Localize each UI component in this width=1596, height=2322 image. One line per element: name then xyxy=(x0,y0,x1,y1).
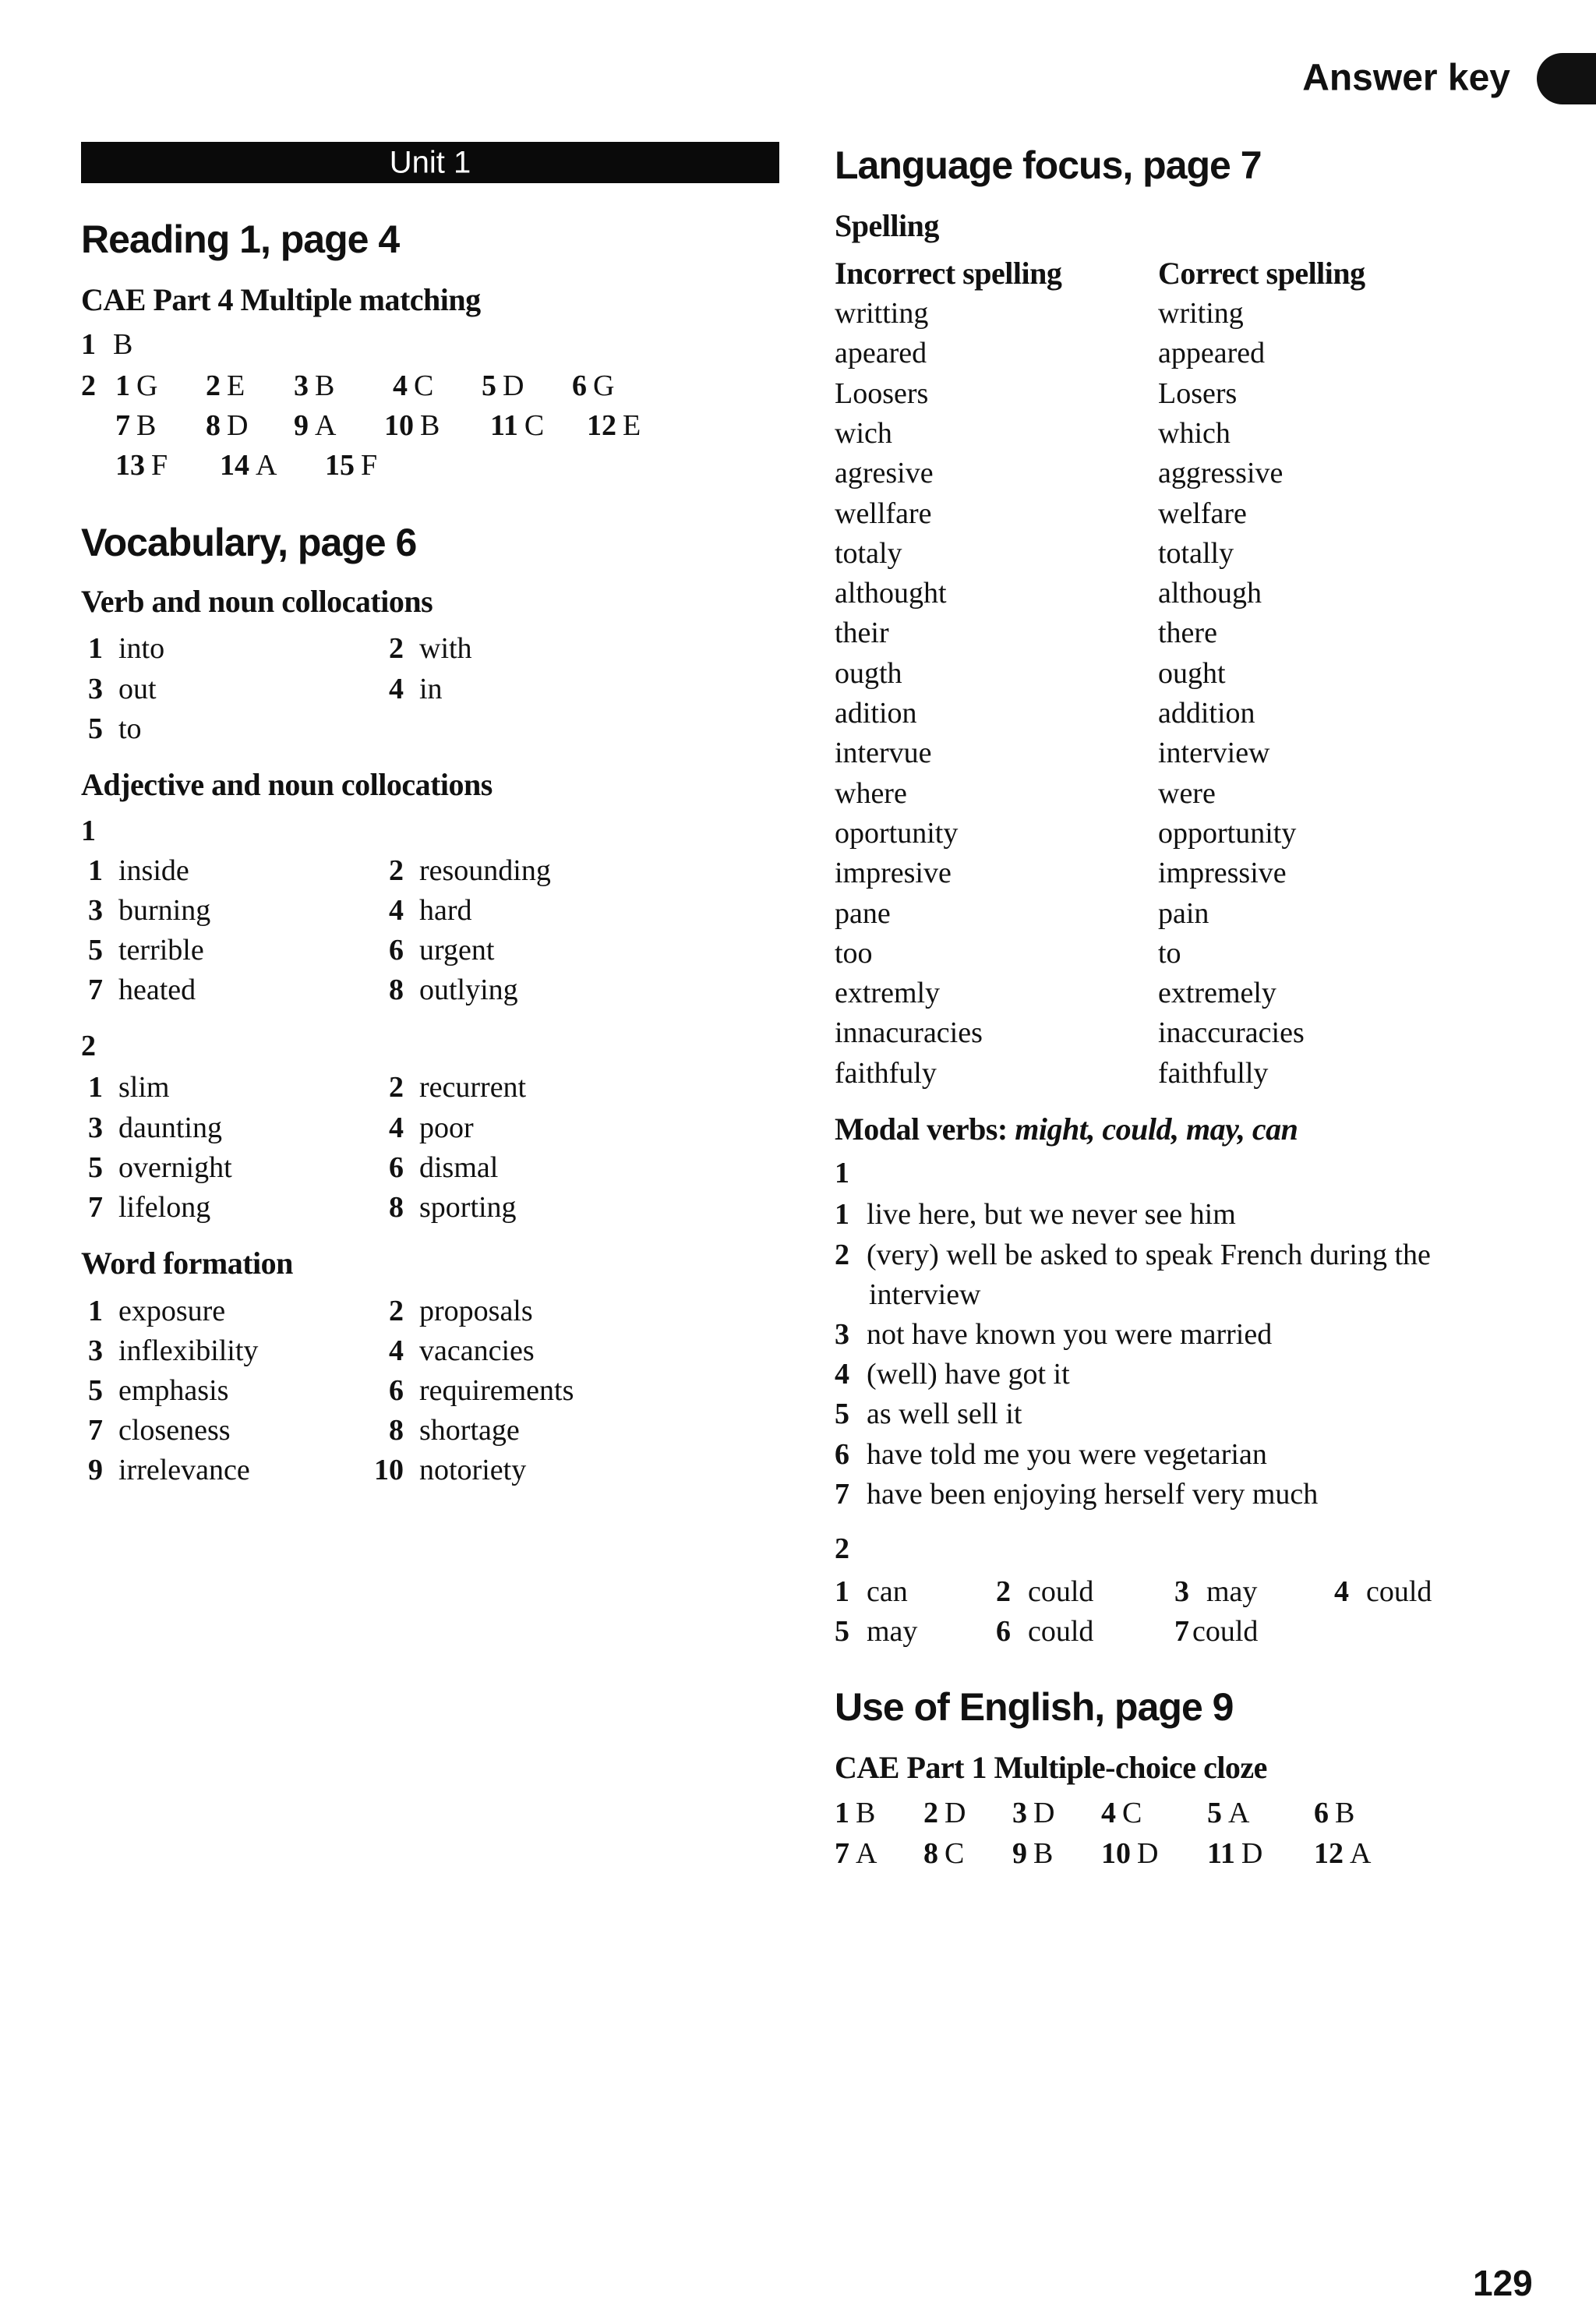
answer-item xyxy=(366,674,443,704)
item-answer: requirements xyxy=(419,1374,574,1407)
section-heading-vocabulary: Vocabulary, page 6 xyxy=(81,521,417,564)
answer-item xyxy=(482,371,524,401)
incorrect-spelling: ougth xyxy=(835,656,902,690)
item-number: 15 xyxy=(325,449,355,482)
item-number: 5 xyxy=(1207,1797,1222,1829)
incorrect-spelling: where xyxy=(835,776,907,810)
item-answer: C xyxy=(945,1837,965,1870)
item-answer: exposure xyxy=(118,1295,226,1327)
item-number: 5 xyxy=(88,712,103,745)
item-number: 2 xyxy=(923,1797,938,1829)
item-answer: B xyxy=(420,409,440,442)
item-number: 5 xyxy=(88,1374,103,1407)
item-answer: A xyxy=(1350,1837,1372,1870)
answer-item xyxy=(835,1479,1318,1509)
answer-item xyxy=(366,1336,535,1366)
item-answer: terrible xyxy=(118,934,204,967)
item-answer: A xyxy=(315,409,337,442)
item-answer: recurrent xyxy=(419,1071,527,1104)
item-answer: G xyxy=(593,369,615,402)
item-number: 13 xyxy=(115,449,145,482)
item-number: 4 xyxy=(389,1334,404,1367)
item-answer: could xyxy=(1192,1615,1259,1648)
item-number: 4 xyxy=(1101,1797,1116,1829)
correct-spelling: extremely xyxy=(1158,977,1276,1010)
incorrect-spelling: althought xyxy=(835,577,947,610)
answer-item xyxy=(835,1359,1070,1389)
item-number: 2 xyxy=(389,632,404,665)
item-number: 6 xyxy=(996,1615,1011,1648)
item-number: 6 xyxy=(389,1151,404,1184)
item-number: 8 xyxy=(389,1414,404,1447)
answer-item xyxy=(65,1455,250,1485)
column-header-correct: Correct spelling xyxy=(1158,256,1365,291)
incorrect-spelling: impresive xyxy=(835,857,952,890)
item-answer: slim xyxy=(118,1071,170,1104)
answer-item xyxy=(572,371,614,401)
item-number: 8 xyxy=(389,974,404,1006)
item-number: 7 xyxy=(88,974,103,1006)
item-number: 8 xyxy=(389,1191,404,1224)
item-answer: emphasis xyxy=(118,1374,229,1407)
answer-item xyxy=(65,1296,225,1326)
correct-spelling: interview xyxy=(1158,737,1270,770)
answer-item xyxy=(1174,1577,1257,1606)
answer-item xyxy=(1101,1839,1158,1868)
item-answer: A xyxy=(256,449,277,482)
answer-item xyxy=(65,1336,258,1366)
item-number: 1 xyxy=(115,369,130,402)
correct-spelling: faithfully xyxy=(1158,1056,1269,1090)
answer-item xyxy=(65,634,164,663)
column-header-incorrect: Incorrect spelling xyxy=(835,256,1062,291)
item-answer: B xyxy=(113,328,133,361)
answer-item xyxy=(294,371,334,401)
correct-spelling: writing xyxy=(1158,297,1244,330)
item-answer: D xyxy=(227,409,249,442)
item-number: 1 xyxy=(88,1071,103,1104)
item-number: 1 xyxy=(88,854,103,887)
item-number: 2 xyxy=(206,369,221,402)
answer-item xyxy=(923,1798,966,1828)
part-label: 1 xyxy=(835,1157,849,1189)
item-answer: A xyxy=(856,1837,877,1870)
item-answer: B xyxy=(1335,1797,1355,1829)
item-answer: D xyxy=(1033,1797,1055,1829)
item-answer: A xyxy=(1228,1797,1250,1829)
item-answer: D xyxy=(1241,1837,1263,1870)
answer-item xyxy=(366,935,494,965)
modal-heading-verbs: might, could, may, can xyxy=(1015,1112,1298,1147)
correct-spelling: appeared xyxy=(1158,337,1266,370)
incorrect-spelling: wellfare xyxy=(835,497,932,530)
item-number: 4 xyxy=(389,673,404,705)
incorrect-spelling: oportunity xyxy=(835,816,959,850)
item-number: 2 xyxy=(389,854,404,887)
item-answer: B xyxy=(856,1797,876,1829)
item-number: 11 xyxy=(1207,1837,1235,1870)
answer-item xyxy=(294,411,336,440)
item-answer: notoriety xyxy=(419,1454,527,1486)
item-answer: burning xyxy=(118,894,211,927)
item-number: 3 xyxy=(835,1318,849,1351)
answer-item xyxy=(366,1415,520,1445)
item-number: 10 xyxy=(1101,1837,1131,1870)
incorrect-spelling: adition xyxy=(835,697,917,730)
subheading-modal-verbs xyxy=(835,1114,1298,1145)
answer-item xyxy=(65,1113,222,1143)
answer-item xyxy=(835,1320,1272,1349)
item-number: 12 xyxy=(1314,1837,1344,1870)
answer-item xyxy=(366,1153,498,1182)
answer-item xyxy=(923,1839,964,1868)
answer-item xyxy=(996,1577,1093,1606)
item-answer: D xyxy=(945,1797,966,1829)
incorrect-spelling: their xyxy=(835,617,889,650)
correct-spelling: inaccuracies xyxy=(1158,1016,1305,1050)
item-number: 8 xyxy=(206,409,221,442)
correct-spelling: ought xyxy=(1158,656,1226,690)
answer-item xyxy=(65,714,142,744)
item-answer: F xyxy=(151,449,168,482)
answer-item xyxy=(366,975,518,1005)
correct-spelling: addition xyxy=(1158,697,1255,730)
item-number: 3 xyxy=(294,369,309,402)
item-number: 6 xyxy=(389,1374,404,1407)
item-number: 10 xyxy=(374,1454,404,1486)
item-answer: outlying xyxy=(419,974,518,1006)
item-answer: resounding xyxy=(419,854,551,887)
item-answer: can xyxy=(867,1575,908,1608)
item-number: 10 xyxy=(384,409,414,442)
answer-item xyxy=(65,975,196,1005)
item-number: 7 xyxy=(115,409,130,442)
item-number: 4 xyxy=(393,369,408,402)
answer-item xyxy=(835,1839,877,1868)
item-number: 7 xyxy=(88,1191,103,1224)
answer-item xyxy=(115,451,168,480)
item-answer: have been enjoying herself very much xyxy=(867,1478,1319,1511)
item-number: 1 xyxy=(88,632,103,665)
item-number: 3 xyxy=(88,894,103,927)
incorrect-spelling: innacuracies xyxy=(835,1016,983,1050)
incorrect-spelling: wich xyxy=(835,416,892,450)
item-answer: C xyxy=(524,409,545,442)
item-number: 2 xyxy=(389,1295,404,1327)
item-number: 2 xyxy=(389,1071,404,1104)
answer-item xyxy=(996,1617,1093,1646)
answer-continuation: interview xyxy=(869,1278,981,1311)
item-number: 1 xyxy=(835,1797,849,1829)
answer-item xyxy=(206,411,248,440)
incorrect-spelling: too xyxy=(835,936,873,970)
item-answer: B xyxy=(136,409,157,442)
item-answer: daunting xyxy=(118,1112,222,1144)
correct-spelling: although xyxy=(1158,577,1262,610)
item-number: 11 xyxy=(490,409,518,442)
incorrect-spelling: pane xyxy=(835,896,891,930)
answer-item xyxy=(1314,1798,1354,1828)
item-number: 8 xyxy=(923,1837,938,1870)
answer-item xyxy=(65,856,189,885)
item-number: 12 xyxy=(587,409,616,442)
unit-label: Unit 1 xyxy=(389,145,471,179)
item-number: 6 xyxy=(835,1438,849,1471)
answer-item xyxy=(65,1153,232,1182)
item-answer: C xyxy=(414,369,434,402)
item-number: 3 xyxy=(88,1334,103,1367)
part-label: 2 xyxy=(835,1532,849,1565)
item-answer: F xyxy=(361,449,378,482)
correct-spelling: pain xyxy=(1158,896,1209,930)
item-number: 9 xyxy=(1012,1837,1027,1870)
item-answer: vacancies xyxy=(419,1334,535,1367)
answer-item xyxy=(366,896,472,925)
item-number: 7 xyxy=(88,1414,103,1447)
item-number: 5 xyxy=(835,1615,849,1648)
item-answer: B xyxy=(1033,1837,1054,1870)
correct-spelling: totally xyxy=(1158,536,1234,570)
answer-item xyxy=(366,1113,474,1143)
incorrect-spelling: extremly xyxy=(835,977,941,1010)
answer-item xyxy=(366,1455,526,1485)
question-number: 2 xyxy=(81,369,96,402)
incorrect-spelling: totaly xyxy=(835,536,902,570)
correct-spelling: were xyxy=(1158,776,1216,810)
item-number: 7 xyxy=(835,1478,849,1511)
answer-item xyxy=(366,1193,517,1222)
answer-item xyxy=(1012,1798,1054,1828)
item-answer: could xyxy=(1028,1575,1094,1608)
answer-item xyxy=(206,371,245,401)
item-answer: sporting xyxy=(419,1191,517,1224)
item-answer: with xyxy=(419,632,472,665)
item-answer: (well) have got it xyxy=(867,1358,1070,1391)
answer-item xyxy=(65,1193,210,1222)
answer-item xyxy=(65,1376,228,1405)
item-number: 1 xyxy=(88,1295,103,1327)
item-answer: lifelong xyxy=(118,1191,211,1224)
item-answer: dismal xyxy=(419,1151,499,1184)
answer-item xyxy=(65,674,157,704)
item-number: 14 xyxy=(220,449,249,482)
item-answer: G xyxy=(136,369,158,402)
subheading-verb-noun: Verb and noun collocations xyxy=(81,584,433,619)
modal-heading-text: Modal verbs: xyxy=(835,1112,1015,1147)
running-header-title: Answer key xyxy=(1302,57,1510,99)
section-tab-marker xyxy=(1537,53,1596,104)
answer-item xyxy=(835,1240,1431,1270)
item-answer: not have known you were married xyxy=(867,1318,1273,1351)
item-number: 5 xyxy=(482,369,496,402)
answer-item xyxy=(835,1399,1022,1429)
subheading-multiple-choice-cloze: CAE Part 1 Multiple-choice cloze xyxy=(835,1750,1267,1785)
item-answer: in xyxy=(419,673,443,705)
answer-item xyxy=(366,1073,526,1102)
item-answer: D xyxy=(503,369,524,402)
item-answer: could xyxy=(1028,1615,1094,1648)
item-number: 6 xyxy=(389,934,404,967)
item-answer: hard xyxy=(419,894,472,927)
incorrect-spelling: Loosers xyxy=(835,376,929,410)
part-label: 2 xyxy=(81,1030,96,1062)
item-answer: overnight xyxy=(118,1151,232,1184)
subheading-word-formation: Word formation xyxy=(81,1246,293,1281)
answer-item xyxy=(835,1200,1236,1229)
item-number: 9 xyxy=(88,1454,103,1486)
answer-item xyxy=(835,1440,1267,1469)
item-number: 2 xyxy=(996,1575,1011,1608)
answer-item xyxy=(1012,1839,1053,1868)
subheading-spelling: Spelling xyxy=(835,208,939,243)
item-answer: proposals xyxy=(419,1295,533,1327)
item-number: 2 xyxy=(835,1239,849,1271)
item-answer: inside xyxy=(118,854,189,887)
answer-item xyxy=(384,411,440,440)
correct-spelling: opportunity xyxy=(1158,816,1297,850)
answer-item xyxy=(587,411,641,440)
item-number: 5 xyxy=(88,1151,103,1184)
unit-banner xyxy=(81,142,779,183)
item-answer: out xyxy=(118,673,157,705)
item-answer: into xyxy=(118,632,165,665)
item-answer: heated xyxy=(118,974,196,1006)
answer-item xyxy=(366,856,551,885)
item-answer: B xyxy=(315,369,335,402)
answer-item xyxy=(220,451,277,480)
item-number: 5 xyxy=(835,1398,849,1430)
item-number: 3 xyxy=(88,1112,103,1144)
section-heading-use-of-english: Use of English, page 9 xyxy=(835,1685,1234,1729)
part-label: 1 xyxy=(81,815,96,847)
item-answer: as well sell it xyxy=(867,1398,1022,1430)
item-number: 6 xyxy=(1314,1797,1329,1829)
page-number: 129 xyxy=(1473,2263,1533,2303)
item-number: 7 xyxy=(1174,1615,1189,1648)
item-number: 9 xyxy=(294,409,309,442)
answer-item xyxy=(325,451,377,480)
answer-item xyxy=(65,1073,169,1102)
answer-item xyxy=(1207,1798,1249,1828)
item-number: 6 xyxy=(572,369,587,402)
item-number: 4 xyxy=(835,1358,849,1391)
item-answer: D xyxy=(1137,1837,1159,1870)
answer-item xyxy=(366,1296,533,1326)
answer-item xyxy=(1334,1577,1432,1606)
answer-item xyxy=(65,896,210,925)
answer-item xyxy=(835,1798,875,1828)
item-answer: could xyxy=(1366,1575,1432,1608)
answer-item xyxy=(366,1376,574,1405)
subheading-adj-noun: Adjective and noun collocations xyxy=(81,767,493,802)
item-answer: shortage xyxy=(419,1414,520,1447)
answer-item xyxy=(115,371,157,401)
item-number: 1 xyxy=(81,328,96,361)
item-answer: live here, but we never see him xyxy=(867,1198,1236,1231)
section-heading-reading: Reading 1, page 4 xyxy=(81,217,400,261)
item-answer: poor xyxy=(419,1112,474,1144)
answer-item xyxy=(81,330,132,359)
answer-item xyxy=(490,411,544,440)
incorrect-spelling: writting xyxy=(835,297,929,330)
answer-item xyxy=(1314,1839,1371,1868)
correct-spelling: aggressive xyxy=(1158,457,1284,490)
item-answer: may xyxy=(1206,1575,1258,1608)
incorrect-spelling: apeared xyxy=(835,337,927,370)
correct-spelling: impressive xyxy=(1158,857,1287,890)
incorrect-spelling: agresive xyxy=(835,457,934,490)
subheading-multiple-matching: CAE Part 4 Multiple matching xyxy=(81,282,481,317)
section-heading-language-focus: Language focus, page 7 xyxy=(835,143,1262,187)
answer-item xyxy=(1207,1839,1262,1868)
item-number: 7 xyxy=(835,1837,849,1870)
answer-item xyxy=(366,634,472,663)
item-answer: may xyxy=(867,1615,918,1648)
correct-spelling: Losers xyxy=(1158,376,1238,410)
correct-spelling: there xyxy=(1158,617,1217,650)
correct-spelling: to xyxy=(1158,936,1181,970)
incorrect-spelling: intervue xyxy=(835,737,932,770)
answer-item xyxy=(1101,1798,1142,1828)
answer-item xyxy=(1174,1617,1258,1646)
item-number: 3 xyxy=(1174,1575,1189,1608)
item-number: 4 xyxy=(1334,1575,1349,1608)
item-number: 3 xyxy=(88,673,103,705)
answer-item xyxy=(393,371,433,401)
item-answer: E xyxy=(227,369,245,402)
item-number: 5 xyxy=(88,934,103,967)
correct-spelling: which xyxy=(1158,416,1231,450)
answer-item xyxy=(115,411,156,440)
item-answer: inflexibility xyxy=(118,1334,259,1367)
item-number: 4 xyxy=(389,1112,404,1144)
item-answer: C xyxy=(1122,1797,1142,1829)
item-answer: E xyxy=(623,409,641,442)
item-answer: irrelevance xyxy=(118,1454,250,1486)
incorrect-spelling: faithfuly xyxy=(835,1056,937,1090)
item-answer: urgent xyxy=(419,934,495,967)
answer-item xyxy=(835,1577,908,1606)
item-number: 1 xyxy=(835,1575,849,1608)
item-number: 3 xyxy=(1012,1797,1027,1829)
item-number: 1 xyxy=(835,1198,849,1231)
answer-item xyxy=(65,935,204,965)
item-answer: have told me you were vegetarian xyxy=(867,1438,1267,1471)
item-answer: to xyxy=(118,712,142,745)
correct-spelling: welfare xyxy=(1158,497,1247,530)
item-answer: (very) well be asked to speak French during the xyxy=(867,1239,1431,1271)
answer-item xyxy=(65,1415,231,1445)
item-number: 4 xyxy=(389,894,404,927)
item-answer: closeness xyxy=(118,1414,231,1447)
answer-item xyxy=(835,1617,917,1646)
